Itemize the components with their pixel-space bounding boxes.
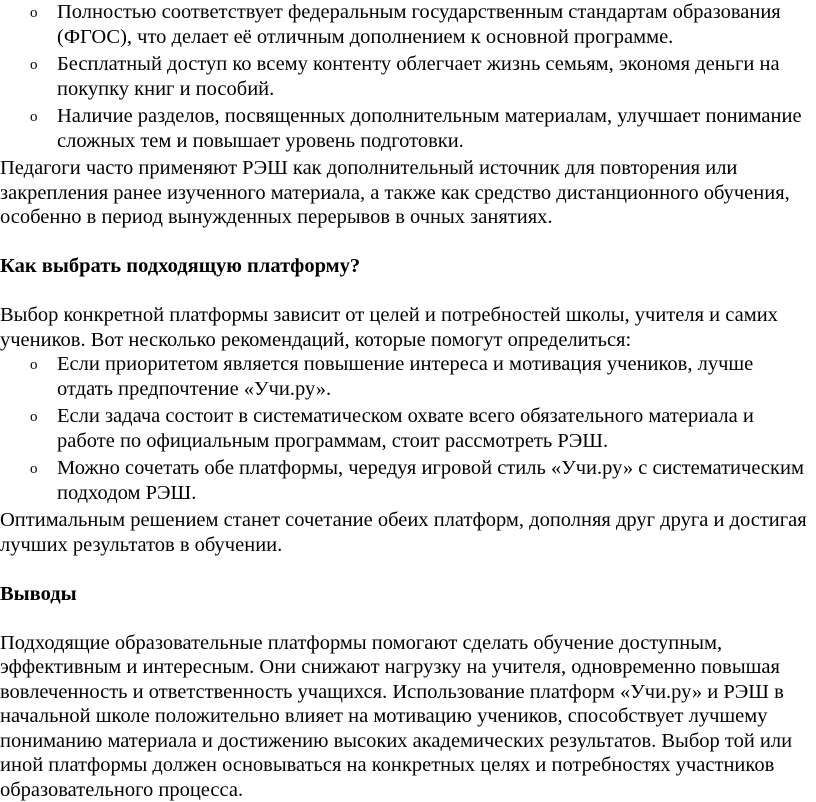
list-item-text: Наличие разделов, посвященных дополнительным материалам, улучшает понимание сложных тем и повышает уровень подготовки. [57,105,802,152]
bullet-marker: o [30,1,38,26]
bullet-marker: o [30,457,38,482]
list-item-text: Можно сочетать обе платформы, чередуя игровой стиль «Учи.ру» с систематическим подходом РЭШ. [57,457,804,504]
section-heading-conclusions: Выводы [0,582,816,607]
list-item-text: Если приоритетом является повышение интереса и мотивация учеников, лучше отдать предпочтение «Учи.ру». [57,353,753,400]
list-item [0,404,816,453]
spacer [0,279,816,304]
list-item-text: Если задача состоит в систематическом охвате всего обязательного материала и работе по официальным программам, стоит рассмотреть РЭШ. [57,405,754,452]
list-item [0,52,816,101]
recommendations-list [0,352,816,505]
section-heading-choose-platform: Как выбрать подходящую платформу? [0,254,816,279]
list-item-text: Полностью соответствует федеральным государственным стандартам образования (ФГОС), что делает её отличным дополнением к основной программе. [57,1,781,48]
conclusions-paragraph: Подходящие образовательные платформы помогают сделать обучение доступным, эффективным и интересным. Они снижают нагрузку на учителя, одновременно повышая вовлеченность и ответственность учащихся. Использование платформ «Учи.ру» и РЭШ в начальной школе положительно влияет на мотивацию учеников, способствует лучшему пониманию материала и достижению высоких академических результатов. Выбор той или иной платформы должен основываться на конкретных целях и потребностях участников образовательного процесса. [0,631,816,802]
list-item [0,104,816,153]
benefits-list [0,0,816,153]
list-item-text: Бесплатный доступ ко всему контенту облегчает жизнь семьям, экономя деньги на покупку книг и пособий. [57,53,780,100]
list-item [0,352,816,401]
choice-intro-paragraph: Выбор конкретной платформы зависит от целей и потребностей школы, учителя и самих учеников. Вот несколько рекомендаций, которые помогут определиться: [0,303,816,352]
spacer [0,606,816,631]
spacer [0,557,816,582]
list-item [0,456,816,505]
optimal-solution-paragraph: Оптимальным решением станет сочетание обеих платформ, дополняя друг друга и достигая лучших результатов в обучении. [0,508,816,557]
bullet-marker: o [30,105,38,130]
bullet-marker: o [30,405,38,430]
spacer [0,230,816,255]
bullet-marker: o [30,53,38,78]
teachers-paragraph: Педагоги часто применяют РЭШ как дополнительный источник для повторения или закрепления ранее изученного материала, а также как средство дистанционного обучения, особенно в период вынужденных перерывов в очных занятиях. [0,156,816,230]
list-item [0,0,816,49]
bullet-marker: o [30,353,38,378]
